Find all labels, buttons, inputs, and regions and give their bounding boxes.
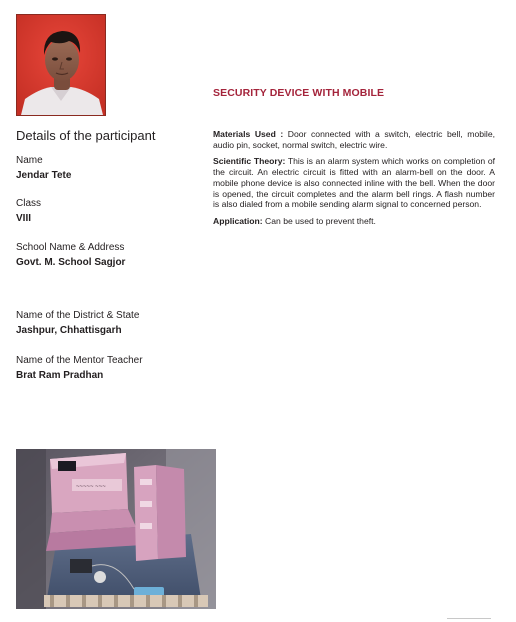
theory-paragraph	[213, 156, 495, 210]
participant-name-value: Jendar Tete	[16, 170, 72, 181]
participant-photo	[16, 14, 106, 116]
mentor-teacher-field	[16, 354, 143, 383]
participant-details-heading: Details of the participant	[16, 128, 156, 143]
application-paragraph	[213, 216, 495, 227]
district-state-value: Jashpur, Chhattisgarh	[16, 325, 122, 336]
theory-text: This is an alarm system which works on completion of the circuit. An electric circuit is fitted with an alarm-bell on the door. A mobile phone device is also connected inline with the bell. When the door is opened, the circuit completes and the alarm bell rings. A flash number is also dialed from a mobile sending alarm signal to concerned person.	[213, 156, 495, 210]
device-model-image	[16, 449, 216, 609]
school-label: School Name & Address	[16, 242, 125, 253]
participant-name-field	[16, 154, 71, 183]
materials-text: Door connected with a switch, electric bell, mobile, audio pin, socket, normal switch, electric wire.	[213, 129, 495, 150]
theory-lead: Scientific Theory:	[213, 156, 286, 167]
device-model-photo	[16, 449, 216, 609]
materials-lead: Materials Used :	[213, 129, 284, 139]
district-state-label: Name of the District & State	[16, 310, 140, 321]
mentor-teacher-value: Brat Ram Pradhan	[16, 370, 104, 381]
svg-text:~~~~~ ~~~: ~~~~~ ~~~	[76, 484, 106, 490]
school-value: Govt. M. School Sagjor	[16, 257, 126, 268]
materials-paragraph	[213, 129, 495, 150]
participant-class-label: Class	[16, 198, 42, 209]
application-lead: Application:	[213, 215, 263, 226]
page-corner-rule	[447, 618, 491, 619]
project-title: SECURITY DEVICE WITH MOBILE	[213, 87, 385, 99]
participant-class-value: VIII	[16, 213, 32, 224]
district-state-field	[16, 309, 139, 338]
application-text: Can be used to prevent theft.	[262, 215, 376, 226]
mentor-teacher-label: Name of the Mentor Teacher	[16, 355, 143, 366]
participant-name-label: Name	[16, 155, 43, 166]
project-description	[213, 129, 495, 233]
participant-class-field	[16, 197, 41, 226]
school-field	[16, 241, 125, 270]
participant-portrait-image	[17, 15, 105, 115]
